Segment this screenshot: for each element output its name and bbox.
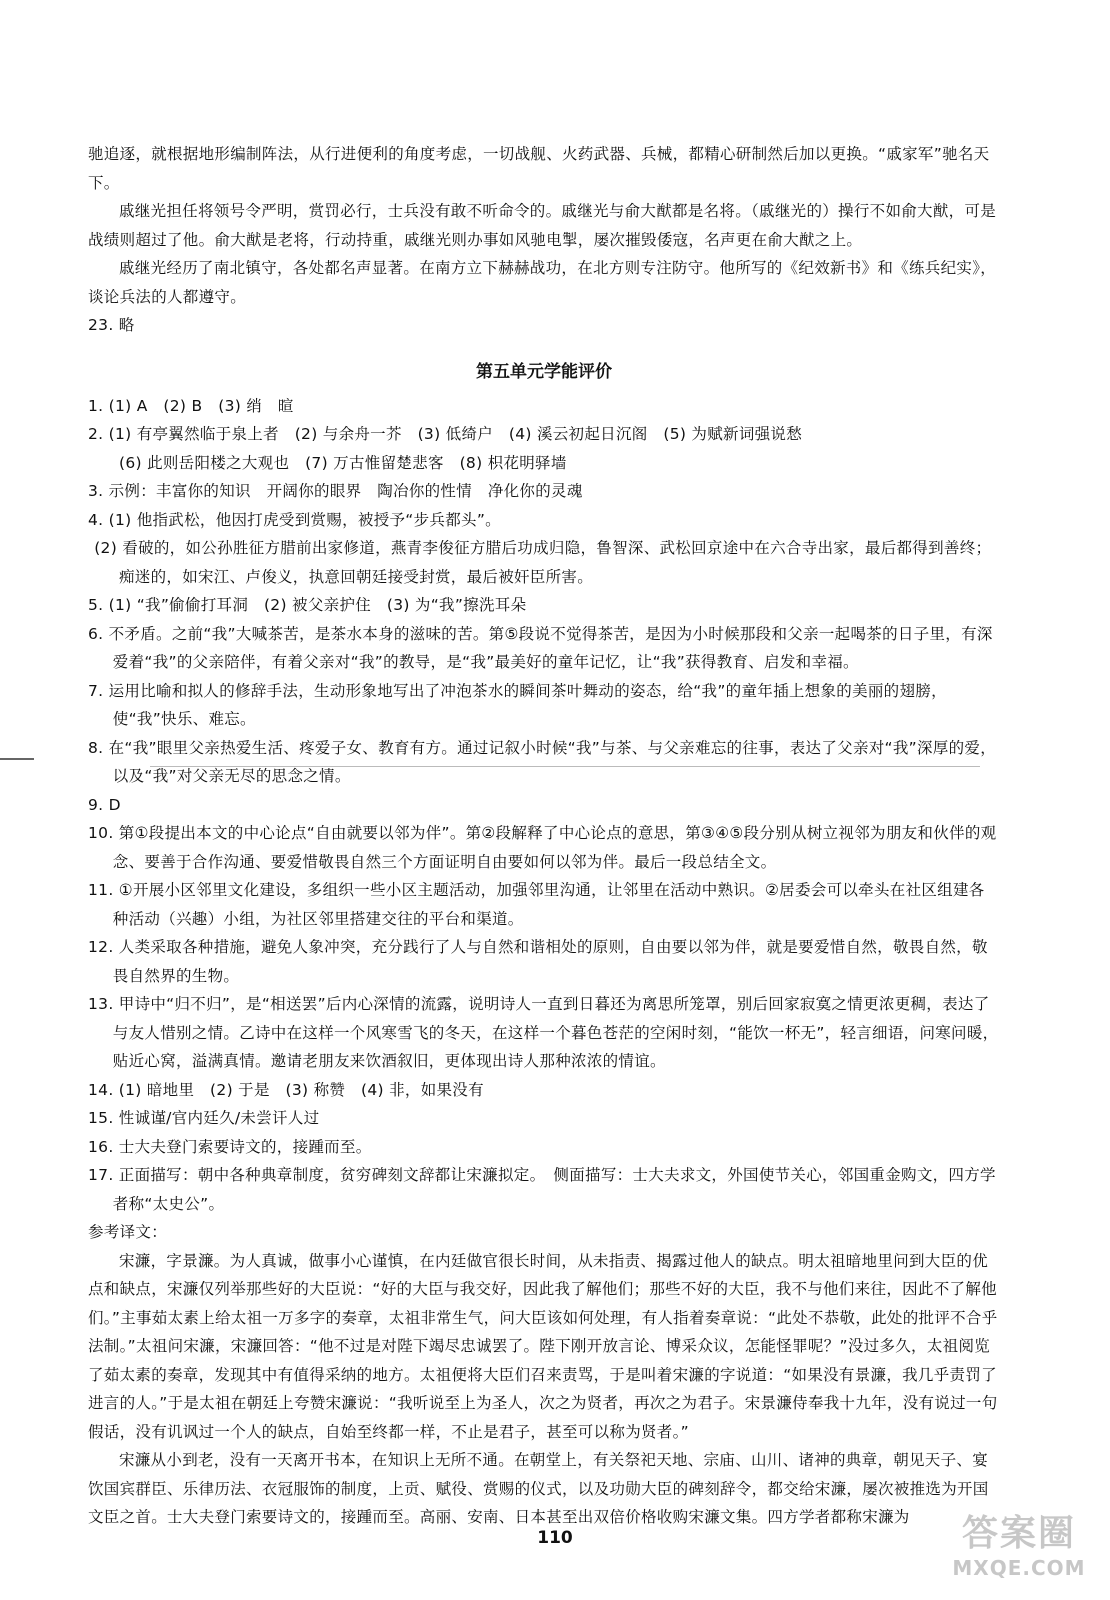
section-title: 第五单元学能评价 (476, 361, 612, 382)
paragraph: 驰追逐，就根据地形编制阵法，从行进便利的角度考虑，一切战舰、火药武器、兵械，都精心研制然后加以更换。“戚家军”驰名天下。 (88, 145, 990, 192)
answer-9: 9. D (88, 795, 121, 814)
translation-label: 参考译文： (88, 1223, 168, 1241)
page-content (88, 140, 1000, 1532)
answer-4-2: (2) 看破的，如公孙胜征方腊前出家修道，燕青李俊征方腊后功成归隐，鲁智深、武松回京途中在六合寺出家，最后都得到善终；痴迷的，如宋江、卢俊义，执意回朝廷接受封赏，最后被奸臣所害。 (94, 539, 992, 586)
answer-11: 11. ①开展小区邻里文化建设，多组织一些小区主题活动，加强邻里沟通，让邻里在活动中熟识。②居委会可以牵头在社区组建各种活动（兴趣）小组，为社区邻里搭建交往的平台和渠道。 (88, 881, 985, 928)
paragraph: 戚继光担任将领号令严明，赏罚必行，士兵没有敢不听命令的。戚继光与俞大猷都是名将。（戚继光的）操行不如俞大猷，可是战绩则超过了他。俞大猷是老将，行动持重，戚继光则办事如风驰电掣，屡次摧毁倭寇，名声更在俞大猷之上。 (88, 202, 997, 249)
answer-4: 4. (1) 他指武松，他因打虎受到赏赐，被授予“步兵都头”。 (88, 510, 501, 529)
page-number: 110 (537, 1528, 573, 1548)
answer-5: 5. (1) “我”偷偷打耳洞 (2) 被父亲护住 (3) 为“我”擦洗耳朵 (88, 596, 527, 614)
answer-10: 10. 第①段提出本文的中心论点“自由就要以邻为伴”。第②段解释了中心论点的意思，第③④⑤段分别从树立视邻为朋友和伙伴的观念、要善于合作沟通、要爱惜敬畏自然三个方面证明自由要如何以邻为伴。最后一段总结全文。 (88, 824, 997, 871)
paragraph: 戚继光经历了南北镇守，各处都名声显著。在南方立下赫赫战功，在北方则专注防守。他所写的《纪效新书》和《练兵纪实》，谈论兵法的人都遵守。 (88, 259, 997, 306)
answer-16: 16. 士大夫登门索要诗文的，接踵而至。 (88, 1137, 372, 1156)
answer-3: 3. 示例：丰富你的知识 开阔你的眼界 陶冶你的性情 净化你的灵魂 (88, 482, 583, 500)
answer-15: 15. 性诚谨/官内廷久/未尝讦人过 (88, 1109, 320, 1127)
answer-8: 8. 在“我”眼里父亲热爱生活、疼爱子女、教育有方。通过记叙小时候“我”与茶、与父亲难忘的往事，表达了父亲对“我”深厚的爱，以及“我”对父亲无尽的思念之情。 (88, 738, 996, 785)
answer-13: 13. 甲诗中“归不归”，是“相送罢”后内心深情的流露，说明诗人一直到日暮还为离思所笼罩，别后回家寂寞之情更浓更稠，表达了与友人惜别之情。乙诗中在这样一个风寒雪飞的冬天，在这样一个暮色苍茫的空闲时刻，“能饮一杯无”，轻言细语，问寒问暖，贴近心窝，溢满真情。邀请老朋友来饮酒叙旧，更体现出诗人那种浓浓的情谊。 (88, 995, 999, 1070)
answer-7: 7. 运用比喻和拟人的修辞手法，生动形象地写出了冲泡茶水的瞬间茶叶舞动的姿态，给“我”的童年插上想象的美丽的翅膀，使“我”快乐、难忘。 (88, 681, 947, 728)
watermark-url: MXQE.COM (952, 1556, 1086, 1580)
watermark-logo (948, 1512, 1090, 1592)
answer-17: 17. 正面描写：朝中各种典章制度，贫穷碑刻文辞都让宋濂拟定。 侧面描写：士大夫求文，外国使节关心，邻国重金购文，四方学者称“太史公”。 (88, 1166, 996, 1213)
translation-paragraph: 宋濂从小到老，没有一天离开书本，在知识上无所不通。在朝堂上，有关祭祀天地、宗庙、山川、诸神的典章，朝见天子、宴饮国宾群臣、乐律历法、衣冠服饰的制度，上贡、赋役、赏赐的仪式，以及功勋大臣的碑刻辞令，都交给宋濂，屡次被推选为开国文臣之首。士大夫登门索要诗文的，接踵而至。高丽、安南、日本甚至出双倍价格收购宋濂文集。四方学者都称宋濂为 (88, 1451, 989, 1526)
translation-paragraph: 宋濂，字景濂。为人真诚，做事小心谨慎，在内廷做官很长时间，从未指责、揭露过他人的缺点。明太祖暗地里问到大臣的优点和缺点，宋濂仅列举那些好的大臣说：“好的大臣与我交好，因此我了解他们；那些不好的大臣，我不与他们来往，因此不了解他们。”主事茹太素上给太祖一万多字的奏章，太祖非常生气，问大臣该如何处理，有人指着奏章说：“此处不恭敬，此处的批评不合乎法制。”太祖问宋濂，宋濂回答：“他不过是对陛下竭尽忠诚罢了。陛下刚开放言论、博采众议，怎能怪罪呢？”没过多久，太祖阅览了茹太素的奏章，发现其中有值得采纳的地方。太祖便将大臣们召来责骂，于是叫着宋濂的字说道：“如果没有景濂，我几乎责罚了进言的人。”于是太祖在朝廷上夸赞宋濂说：“我听说至上为圣人，次之为贤者，再次之为君子。宋景濂侍奉我十九年，没有说过一句假话，没有讥讽过一个人的缺点，自始至终都一样，不止是君子，甚至可以称为贤者。” (88, 1251, 998, 1441)
answer-12: 12. 人类采取各种措施，避免人象冲突，充分践行了人与自然和谐相处的原则，自由要以邻为伴，就是要爱惜自然，敬畏自然，敬畏自然界的生物。 (88, 938, 988, 985)
answer-2: 2. (1) 有亭翼然临于泉上者 (2) 与余舟一芥 (3) 低绮户 (4) 溪云初起日沉阁 (5) 为赋新词强说愁 (88, 425, 803, 443)
answer-23: 23. 略 (88, 316, 135, 334)
answer-6: 6. 不矛盾。之前“我”大喊茶苦，是茶水本身的滋味的苦。第⑤段说不觉得茶苦，是因为小时候那段和父亲一起喝茶的日子里，有深爱着“我”的父亲陪伴，有着父亲对“我”的教导，是“我”最美好的童年记忆，让“我”获得教育、启发和幸福。 (88, 624, 993, 671)
answer-2-cont: (6) 此则岳阳楼之大观也 (7) 万古惟留楚悲客 (8) 枳花明驿墙 (119, 453, 567, 472)
answer-14: 14. (1) 暗地里 (2) 于是 (3) 称赞 (4) 非，如果没有 (88, 1080, 484, 1099)
watermark-logo-text: 答案圈 (961, 1513, 1076, 1554)
answer-1: 1. (1) A (2) B (3) 绡 暄 (88, 396, 294, 415)
margin-mark (0, 758, 34, 760)
